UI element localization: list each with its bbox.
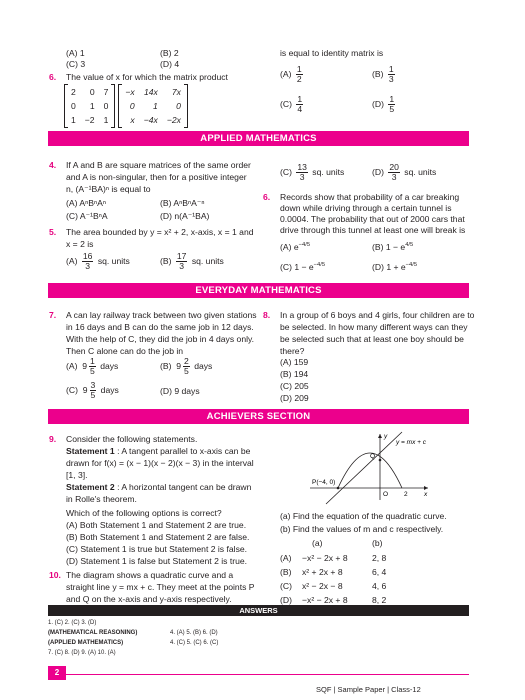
prev-option-d: (D) 4 — [160, 59, 180, 69]
q6b-line-2: down while driving through a certain tunnel is — [280, 203, 452, 213]
footer-line — [48, 674, 469, 675]
q9-option-a: (A) Both Statement 1 and Statement 2 are true. — [66, 520, 247, 530]
q10-row-c: (C) x² − 2x − 8 4, 6 — [280, 581, 387, 591]
prev-option-a: (A) 1 — [66, 48, 85, 58]
q9-statement-2: Statement 2 : A horizontal tangent can be drawn — [66, 482, 252, 492]
q6b-option-c: (C) $1 - e^{-4/5}$ — [280, 262, 326, 272]
q7-option-c: (C) 9 $\frac{3}{5}$ days — [66, 380, 119, 401]
x-axis-label: x — [424, 491, 428, 498]
q6b-option-b: (B) $1 - e^{4/5}$ — [372, 242, 414, 252]
answers-row-1: 1. (C) 2. (C) 3. (D) — [48, 620, 97, 626]
q4-option-b: (B) AⁿBⁿA⁻ⁿ — [160, 198, 205, 208]
q9-statement-2-line-2: in Rolle's theorem. — [66, 494, 137, 504]
q6-option-d: (D) $\frac{1}{5}$ — [372, 94, 395, 115]
origin-label: O — [383, 491, 389, 498]
q6b-line-4: drive through this tunnel at least one will break is — [280, 225, 466, 235]
point-q — [379, 459, 382, 462]
q6b-number: 6. — [263, 192, 271, 202]
q6b-option-a: (A) $e^{-4/5}$ — [280, 242, 311, 252]
q9-option-c: (C) Statement 1 is true but Statement 2 is false. — [66, 544, 248, 554]
q6-option-b: (B) $\frac{1}{3}$ — [372, 64, 394, 85]
section-everyday-mathematics: EVERYDAY MATHEMATICS — [48, 283, 469, 298]
q6-number: 6. — [49, 72, 57, 82]
q10-line-3: and Q on the x-axis and y-axis respectively. — [66, 594, 232, 604]
q10-part-b: (b) Find the values of m and c respectively. — [280, 524, 444, 534]
line-label: y = mx + c — [396, 439, 426, 446]
q8-option-d: (D) 209 — [280, 393, 309, 403]
q8-line-1: In a group of 6 boys and 4 girls, four children are to — [280, 310, 475, 320]
q7-option-b: (B) 9 $\frac{2}{5}$ days — [160, 356, 213, 377]
q8-line-3: be selected such that at least one boy should be — [280, 334, 464, 344]
q5-line-2: x = 2 is — [66, 239, 94, 249]
q10-row-b: (B) x² + 2x + 8 6, 4 — [280, 567, 387, 577]
q8-option-a: (A) 159 — [280, 357, 309, 367]
q-label: Q — [370, 453, 376, 460]
q10-part-a: (a) Find the equation of the quadratic curve. — [280, 511, 447, 521]
q5-option-c: (C) $\frac{13}{3}$ sq. units — [280, 162, 345, 183]
q9-which: Which of the following options is correct? — [66, 508, 222, 518]
q4-option-d: (D) n(A⁻¹BA) — [160, 211, 210, 221]
q10-row-d: (D) −x² − 2x + 8 8, 2 — [280, 595, 387, 605]
matrix-1: 2 0 7 0 1 0 1 −2 1 −x 14x 7x 0 1 0 x −4x −2x — [64, 84, 188, 128]
q6b-option-d: (D) $1 + e^{-4/5}$ — [372, 262, 418, 272]
y-axis-label: y — [384, 433, 388, 440]
answers-row-2-label: (MATHEMATICAL REASONING) — [48, 630, 138, 636]
q10-line-1: The diagram shows a quadratic curve and a — [66, 570, 234, 580]
q4-line-2: and A is non-singular, then for a positive integer — [66, 172, 247, 182]
two-label: 2 — [404, 491, 408, 498]
answers-row-3-label: (APPLIED MATHEMATICS) — [48, 640, 124, 646]
q4-line-3: n, (A⁻¹BA)ⁿ is equal to — [66, 184, 151, 194]
q5-option-a: (A) $\frac{16}{3}$ sq. units — [66, 251, 130, 272]
q4-line-1: If A and B are square matrices of the same order — [66, 160, 251, 170]
q7-line-1: A can lay railway track between two given stations — [66, 310, 257, 320]
q10-row-a: (A) −x² − 2x + 8 2, 8 — [280, 553, 387, 563]
q8-line-2: be selected. In how many different ways can they — [280, 322, 468, 332]
q8-option-c: (C) 205 — [280, 381, 309, 391]
q8-option-b: (B) 194 — [280, 369, 309, 379]
q6-continued-text: is equal to identity matrix is — [280, 48, 384, 58]
q7-number: 7. — [49, 310, 57, 320]
q5-line-1: The area bounded by y = x² + 2, x-axis, x = 1 and — [66, 227, 254, 237]
q9-statement-1-line-3: [1, 3]. — [66, 470, 88, 480]
q7-option-d: (D) 9 days — [160, 386, 200, 396]
q9-intro: Consider the following statements. — [66, 434, 198, 444]
q6-option-a: (A) $\frac{1}{2}$ — [280, 64, 302, 85]
q4-option-c: (C) A⁻¹BⁿA — [66, 211, 108, 221]
q8-number: 8. — [263, 310, 271, 320]
prev-option-b: (B) 2 — [160, 48, 179, 58]
q9-statement-1-line-2: drawn for f(x) = (x − 1)(x − 2)(x − 3) in the interval — [66, 458, 254, 468]
q9-number: 9. — [49, 434, 57, 444]
q10-line-2: straight line y = mx + c. They meet at the points P — [66, 582, 255, 592]
footer-brand: SQF | Sample Paper | Class-12 — [316, 685, 421, 694]
q10-header-b: (b) — [372, 538, 383, 548]
q7-line-2: in 16 days and B can do the same job in 12 days. — [66, 322, 254, 332]
q6-option-c: (C) $\frac{1}{4}$ — [280, 94, 303, 115]
q6b-line-1: Records show that probability of a car breaking — [280, 192, 460, 202]
q7-option-a: (A) 9 $\frac{1}{5}$ days — [66, 356, 119, 377]
quadratic-line-graph — [300, 430, 440, 508]
q9-statement-1: Statement 1 : A tangent parallel to x-axis can be — [66, 446, 251, 456]
q5-number: 5. — [49, 227, 57, 237]
page-number: 2 — [48, 666, 66, 680]
q6-text: The value of x for which the matrix product — [66, 72, 228, 82]
q10-number: 10. — [49, 570, 61, 580]
answers-row-2: 4. (A) 5. (B) 6. (D) — [170, 630, 218, 636]
q7-line-4: Then C alone can do the job in — [66, 346, 184, 356]
q4-option-a: (A) AⁿBⁿAⁿ — [66, 198, 106, 208]
prev-option-c: (C) 3 — [66, 59, 86, 69]
q5-option-d: (D) $\frac{20}{3}$ sq. units — [372, 162, 437, 183]
point-p — [337, 487, 340, 490]
answers-row-3: 4. (C) 5. (C) 6. (C) — [170, 640, 219, 646]
section-achievers: ACHIEVERS SECTION — [48, 409, 469, 424]
section-applied-mathematics: APPLIED MATHEMATICS — [48, 131, 469, 146]
q8-line-4: there? — [280, 346, 305, 356]
q9-option-b: (B) Both Statement 1 and Statement 2 are false. — [66, 532, 250, 542]
q9-option-d: (D) Statement 1 is false but Statement 2 is true. — [66, 556, 248, 566]
q5-option-b: (B) $\frac{17}{3}$ sq. units — [160, 251, 224, 272]
q4-number: 4. — [49, 160, 57, 170]
q10-header-a: (a) — [312, 538, 323, 548]
answers-bar: ANSWERS — [48, 605, 469, 616]
q6b-line-3: 0.0004. The probability that out of 2000 cars that — [280, 214, 465, 224]
matrix-2: −x 14x 7x 0 1 0 x −4x −2x — [125, 87, 181, 125]
answers-row-4: 7. (C) 8. (D) 9. (A) 10. (A) — [48, 650, 116, 656]
p-label: P(−4, 0) — [312, 479, 336, 486]
q7-line-3: With the help of C, they did the job in 4 days only. — [66, 334, 255, 344]
